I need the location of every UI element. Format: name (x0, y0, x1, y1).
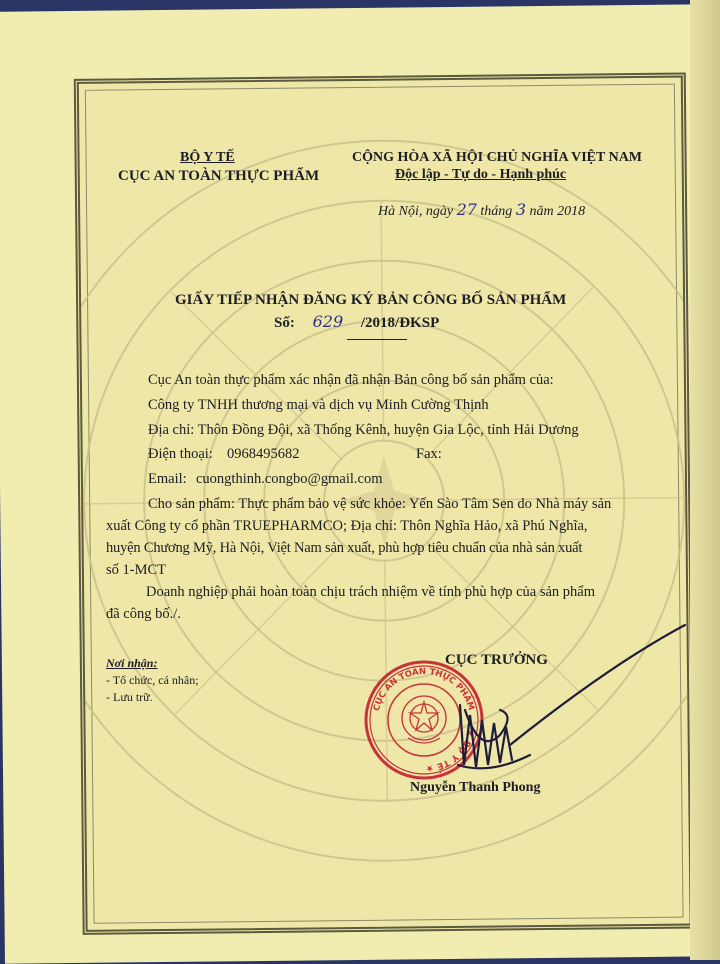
company-name: Công ty TNHH thương mại và dịch vụ Minh Cường Thịnh (148, 397, 489, 413)
year-label: năm 2018 (529, 204, 586, 219)
recipient-item: - Lưu trữ. (106, 690, 153, 704)
ministry-name: BỘ Y TẾ (180, 150, 235, 165)
signatory-title: CỤC TRƯỞNG (445, 652, 548, 668)
signatory-name: Nguyễn Thanh Phong (410, 780, 541, 795)
product-line-2: xuất Công ty cổ phần TRUEPHARMCO; Địa chỉ: Thôn Nghĩa Hảo, xã Phú Nghĩa, (106, 518, 588, 534)
responsibility-line-2: đã công bố./. (106, 606, 181, 622)
national-motto: Độc lập - Tự do - Hạnh phúc (395, 167, 567, 182)
company-address: Địa chỉ: Thôn Đồng Đội, xã Thống Kênh, huyện Gia Lộc, tỉnh Hải Dương (148, 422, 579, 438)
product-line-4: số 1-MCT (106, 562, 167, 578)
phone-value: 0968495682 (227, 446, 300, 462)
handwritten-number: 629 (312, 312, 344, 331)
recipient-item: - Tổ chức, cá nhân; (106, 673, 199, 687)
issue-date (378, 200, 585, 220)
number-label: Số: (274, 315, 295, 331)
email-label: Email: (148, 471, 187, 487)
document-number (274, 312, 439, 332)
date-prefix: Hà Nội, ngày (378, 204, 454, 219)
paper-stack-edge (690, 0, 720, 960)
agency-name: CỤC AN TOÀN THỰC PHẨM (118, 168, 320, 184)
title-underline (347, 339, 407, 340)
handwritten-month: 3 (515, 200, 526, 219)
phone-label: Điện thoại: (148, 446, 213, 462)
fax-label: Fax: (416, 446, 442, 462)
product-line-1: Cho sản phẩm: Thực phẩm bảo vệ sức khỏe: Yến Sào Tâm Sen do Nhà máy sản (148, 496, 612, 512)
intro-text: Cục An toàn thực phẩm xác nhận đã nhận Bản công bố sản phẩm của: (148, 372, 554, 388)
recipients-label: Nơi nhận: (106, 656, 158, 670)
month-label: tháng (480, 204, 513, 219)
svg-text:★ BỘ Y TẾ ★: ★ BỘ Y TẾ ★ (425, 727, 477, 774)
country-name: CỘNG HÒA XÃ HỘI CHỦ NGHĨA VIỆT NAM (352, 150, 643, 165)
svg-text:CỤC AN TOÀN THỰC PHẨM: CỤC AN TOÀN THỰC PHẨM (371, 666, 476, 713)
email-value: cuongthinh.congbo@gmail.com (196, 471, 383, 487)
document-title: GIẤY TIẾP NHẬN ĐĂNG KÝ BẢN CÔNG BỐ SẢN PHẨM (175, 292, 567, 308)
number-suffix: /2018/ĐKSP (360, 315, 440, 331)
responsibility-line-1: Doanh nghiệp phải hoàn toàn chịu trách nhiệm về tính phù hợp của sản phẩm (146, 584, 595, 600)
handwritten-day: 27 (456, 200, 477, 219)
product-line-3: huyện Chương Mỹ, Hà Nội, Việt Nam sản xuất, phù hợp tiêu chuẩn của nhà sản xuất (106, 540, 583, 556)
handwritten-signature (440, 615, 690, 785)
